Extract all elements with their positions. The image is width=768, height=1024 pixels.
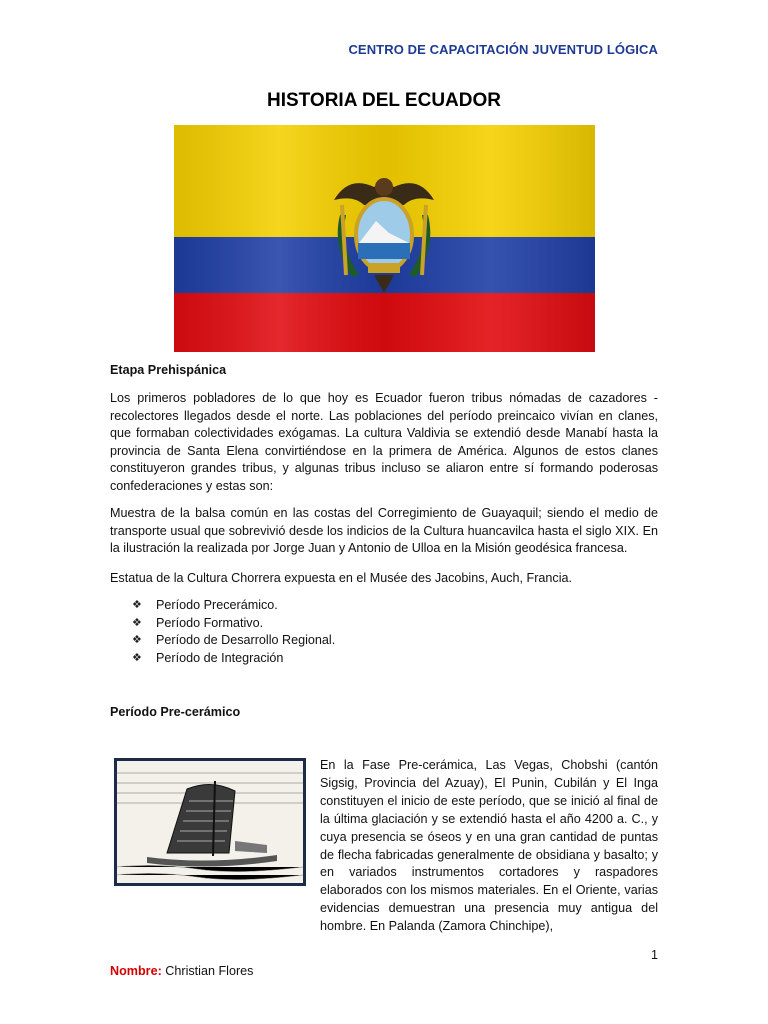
- paragraph-estatua: Estatua de la Cultura Chorrera expuesta en el Musée des Jacobins, Auch, Francia.: [110, 571, 573, 585]
- document-header: CENTRO DE CAPACITACIÓN JUVENTUD LÓGICA: [348, 42, 658, 57]
- list-item: ❖ Período Precerámico.: [132, 597, 532, 615]
- list-item: ❖ Período de Integración: [132, 650, 532, 668]
- section-heading-etapa: Etapa Prehispánica: [110, 363, 227, 377]
- list-item: ❖ Período Formativo.: [132, 615, 532, 633]
- diamond-bullet-icon: ❖: [132, 616, 142, 629]
- diamond-bullet-icon: ❖: [132, 651, 142, 664]
- paragraph-balsa: Muestra de la balsa común en las costas del Corregimiento de Guayaquil; siendo el medio de transporte usual que sobrevivió desde los indicios de la Cultura huancavilca hasta el siglo XIX. En la ilustración la realizada por Jorge Juan y Antonio de Ulloa en la Misión geodésica francesa.: [110, 506, 658, 556]
- list-item: ❖ Período de Desarrollo Regional.: [132, 632, 532, 650]
- paragraph-intro: Los primeros pobladores de lo que hoy es Ecuador fueron tribus nómadas de cazadores - recolectores llegados desde el norte. Las poblaciones del período preincaico vivían en clanes, que formaban colectividades exógamas. La cultura Valdivia se extendió desde Manabí hasta la provincia de Santa Elena convirtiéndose en la primera de América. Algunos de estos clanes constituyeron grandes tribus, y algunas tribus incluso se aliaron entre sí formando poderosas confederaciones y estas son:: [110, 391, 658, 493]
- section-heading-precermaico: Período Pre-cerámico: [110, 705, 241, 719]
- footer-name: Christian Flores: [165, 964, 254, 978]
- page-number: 1: [650, 948, 658, 962]
- ecuador-flag-image: [174, 125, 595, 352]
- diamond-bullet-icon: ❖: [132, 599, 142, 611]
- footer-label: Nombre:: [110, 964, 162, 978]
- page-title: HISTORIA DEL ECUADOR: [266, 90, 501, 111]
- diamond-bullet-icon: ❖: [132, 634, 142, 647]
- balsa-illustration-image: [114, 758, 306, 886]
- footer: [110, 964, 253, 978]
- period-list: [132, 597, 532, 667]
- paragraph-precermaico: En la Fase Pre-cerámica, Las Vegas, Chobshi (cantón Sigsig, Provincia del Azuay), El Punin, Cubilán y El Inga constituyen el inicio de este período, que se inició al final de la última glaciación y se extendió hasta el año 4200 a. C., y cuya presencia se óseos y en una gran cantidad de puntas de flecha fabricadas generalmente de obsidiana y basalto; y en variados instrumentos cortadores y raspadores elaborados con los mismos materiales. En el Oriente, varias evidencias demuestran una presencia muy antigua del hombre. En Palanda (Zamora Chinchipe),: [320, 758, 658, 934]
